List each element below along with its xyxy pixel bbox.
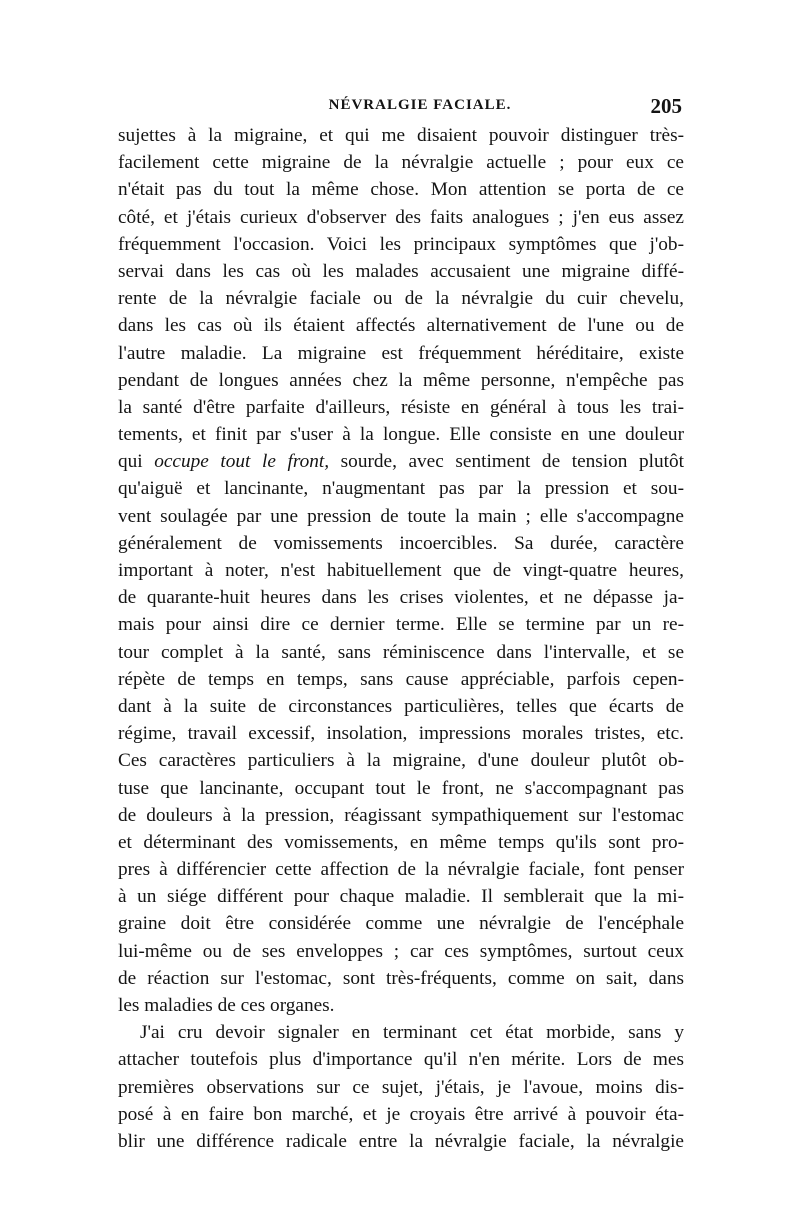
text-line: servai dans les cas où les malades accusaient une migraine diffé- [118, 260, 684, 282]
text-line: lui-même ou de ses enveloppes ; car ces symptômes, surtout ceux [118, 940, 684, 962]
text-line: pendant de longues années chez la même personne, n'empêche pas [118, 369, 684, 391]
text-line-with-italic [118, 448, 684, 475]
text-line: tuse que lancinante, occupant tout le front, ne s'accompagnant pas [118, 777, 684, 799]
text-line: Ces caractères particuliers à la migraine, d'une douleur plutôt ob- [118, 750, 684, 772]
text-line: facilement cette migraine de la névralgie actuelle ; pour eux ce [118, 152, 684, 174]
text-line: régime, travail excessif, insolation, impressions morales tristes, etc. [118, 723, 684, 745]
text-segment: sourde, avec sentiment de tension plutôt [329, 451, 684, 473]
text-line: et déterminant des vomissements, en même temps qu'ils sont pro- [118, 831, 684, 853]
text-line: posé à en faire bon marché, et je croyais être arrivé à pouvoir éta- [118, 1103, 684, 1125]
text-line: côté, et j'étais curieux d'observer des faits analogues ; j'en eus assez [118, 206, 684, 228]
text-line: attacher toutefois plus d'importance qu'il n'en mérite. Lors de mes [118, 1049, 684, 1071]
text-line: la santé d'être parfaite d'ailleurs, résiste en général à tous les trai- [118, 396, 684, 418]
running-head [118, 94, 682, 121]
text-line: généralement de vomissements incoercibles. Sa durée, caractère [118, 532, 684, 554]
paragraph-first-line: J'ai cru devoir signaler en terminant cet état morbide, sans y [140, 1022, 684, 1044]
text-line: important à noter, n'est habituellement que de vingt-quatre heures, [118, 560, 684, 581]
text-line: qu'aiguë et lancinante, n'augmentant pas par la pression et sou- [118, 478, 684, 500]
text-line: fréquemment l'occasion. Voici les principaux symptômes que j'ob- [118, 233, 684, 255]
text-line: à un siége différent pour chaque maladie. Il semblerait que la mi- [118, 886, 684, 908]
text-line: dans les cas où ils étaient affectés alternativement de l'une ou de [118, 315, 684, 337]
paragraph-last-line: les maladies de ces organes. [118, 995, 335, 1016]
text-line: graine doit être considérée comme une névralgie de l'encéphale [118, 913, 684, 935]
text-line: de réaction sur l'estomac, sont très-fréquents, comme on sait, dans [118, 967, 684, 989]
text-line: tour complet à la santé, sans réminiscence dans l'intervalle, et se [118, 641, 684, 663]
body-text [118, 122, 684, 1155]
text-line: n'était pas du tout la même chose. Mon attention se porta de ce [118, 179, 684, 201]
text-line: sujettes à la migraine, et qui me disaient pouvoir distinguer très- [118, 125, 684, 146]
text-line: premières observations sur ce sujet, j'étais, je l'avoue, moins dis- [118, 1076, 684, 1098]
text-line: de douleurs à la pression, réagissant sympathiquement sur l'estomac [118, 804, 684, 826]
text-line: mais pour ainsi dire ce dernier terme. Elle se termine par un re- [118, 614, 684, 636]
text-line: blir une différence radicale entre la névralgie faciale, la névralgie [118, 1130, 684, 1152]
text-line: répète de temps en temps, sans cause appréciable, parfois cepen- [118, 668, 684, 690]
text-line: rente de la névralgie faciale ou de la névralgie du cuir chevelu, [118, 288, 684, 310]
italic-phrase: occupe tout le front, [154, 451, 330, 473]
text-segment: qui [118, 451, 155, 473]
running-title: NÉVRALGIE FACIALE. [328, 97, 512, 113]
text-line: pres à différencier cette affection de la névralgie faciale, font penser [118, 859, 684, 881]
text-line: tements, et finit par s'user à la longue. Elle consiste en une douleur [118, 424, 684, 446]
text-line: l'autre maladie. La migraine est fréquemment héréditaire, existe [118, 342, 684, 364]
text-line: vent soulagée par une pression de toute la main ; elle s'accompagne [118, 505, 684, 527]
text-line: dant à la suite de circonstances particulières, telles que écarts de [118, 695, 684, 717]
text-line: de quarante-huit heures dans les crises violentes, et ne dépasse ja- [118, 587, 684, 609]
page-number: 205 [650, 94, 682, 118]
